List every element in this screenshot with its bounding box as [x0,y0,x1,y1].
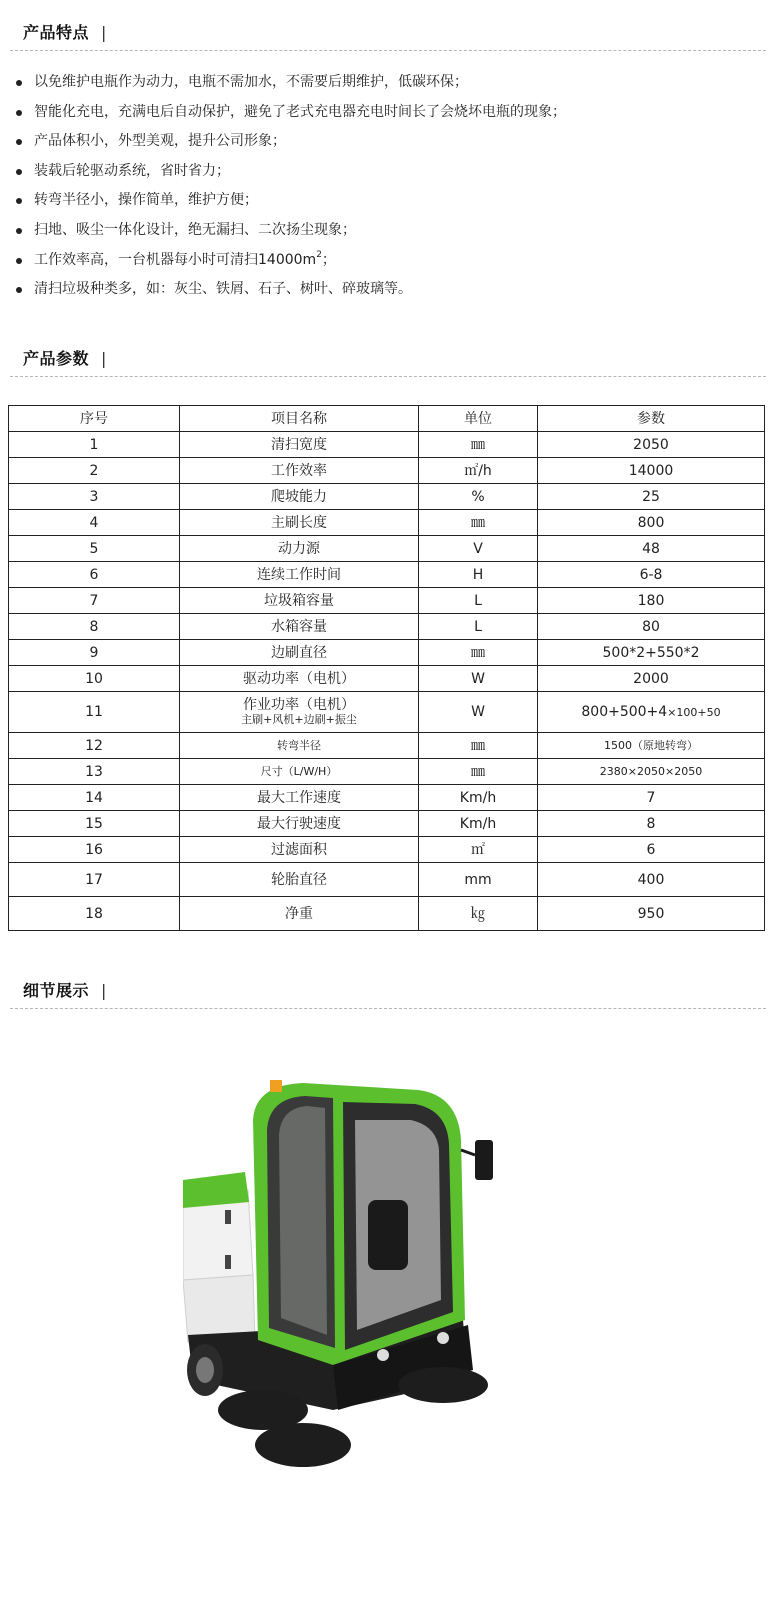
table-cell: 5 [9,536,180,562]
table-cell: 400 [538,863,765,897]
table-row [9,588,765,614]
table-cell: 800 [538,510,765,536]
section-header-details [10,975,766,1009]
feature-text: 清扫垃圾种类多，如：灰尘、铁屑、石子、树叶、碎玻璃等。 [34,281,412,298]
table-cell: 18 [9,897,180,931]
table-row [9,811,765,837]
table-cell: 12 [9,733,180,759]
table-cell: 7 [9,588,180,614]
table-header-row [9,406,765,432]
feature-text: 转弯半径小，操作简单，维护方便； [34,192,258,209]
table-cell: ㎜ [419,510,538,536]
title-divider: | [101,349,107,368]
table-cell: 13 [9,759,180,785]
cell-main-text: 800+500+4 [581,703,668,720]
table-cell: 过滤面积 [180,837,419,863]
table-row [9,536,765,562]
table-cell: 净重 [180,897,419,931]
table-cell: L [419,614,538,640]
table-cell: 10 [9,666,180,692]
table-row [9,640,765,666]
table-cell: ㎏ [419,897,538,931]
table-cell: 11 [9,692,180,733]
table-row [9,759,765,785]
table-cell: 8 [538,811,765,837]
table-cell: ㎡/h [419,458,538,484]
table-cell: ㎡ [419,837,538,863]
table-cell: 水箱容量 [180,614,419,640]
table-cell: 16 [9,837,180,863]
table-cell: 3 [9,484,180,510]
table-cell: 2380×2050×2050 [538,759,765,785]
table-cell: V [419,536,538,562]
list-item [12,127,566,157]
sweeper-vehicle-image [183,1080,503,1475]
table-cell: 6-8 [538,562,765,588]
table-cell: 动力源 [180,536,419,562]
table-cell: 4 [9,510,180,536]
table-cell: 80 [538,614,765,640]
feature-text-tail: ； [321,251,336,268]
bullet-icon [16,258,22,264]
table-cell: 2 [9,458,180,484]
list-item [12,275,566,305]
table-row [9,458,765,484]
table-row [9,432,765,458]
table-cell: 最大工作速度 [180,785,419,811]
feature-text: 以免维护电瓶作为动力，电瓶不需加水，不需要后期维护，低碳环保； [34,74,468,90]
feature-text: 产品体积小，外型美观，提升公司形象； [34,133,286,150]
table-cell: 2000 [538,666,765,692]
feature-list [12,68,566,305]
table-cell: 17 [9,863,180,897]
table-cell: 6 [538,837,765,863]
section-title-features: 产品特点 [23,23,90,42]
table-cell: W [419,666,538,692]
bullet-icon [16,139,22,145]
section-header-params [10,340,766,377]
column-header: 项目名称 [180,406,419,432]
title-divider: | [101,23,107,42]
table-row [9,484,765,510]
list-item [12,186,566,216]
table-row [9,562,765,588]
section-title-details: 细节展示 [23,981,90,1000]
cell-small-text: ×100+50 [667,705,721,719]
title-divider: | [101,981,107,1000]
column-header: 单位 [419,406,538,432]
table-cell: ㎜ [419,733,538,759]
table-cell: ㎜ [419,759,538,785]
table-cell [180,692,419,733]
table-row [9,733,765,759]
section-header-features [10,16,766,51]
table-row [9,897,765,931]
table-cell: 轮胎直径 [180,863,419,897]
table-cell: % [419,484,538,510]
column-header: 参数 [538,406,765,432]
table-row [9,785,765,811]
table-cell: 驱动功率（电机） [180,666,419,692]
table-cell: 转弯半径 [180,733,419,759]
table-cell: 爬坡能力 [180,484,419,510]
table-cell: 180 [538,588,765,614]
spec-table [8,405,765,931]
table-cell: H [419,562,538,588]
bullet-icon [16,287,22,293]
table-cell: 连续工作时间 [180,562,419,588]
table-row [9,614,765,640]
table-row [9,692,765,733]
table-row [9,837,765,863]
section-title-params: 产品参数 [23,349,90,368]
feature-text: 工作效率高，一台机器每小时可清扫14000m [34,251,317,268]
table-cell: 7 [538,785,765,811]
table-cell: 500*2+550*2 [538,640,765,666]
feature-text: 装载后轮驱动系统，省时省力； [34,162,230,179]
bullet-icon [16,169,22,175]
table-cell: 48 [538,536,765,562]
table-cell: 15 [9,811,180,837]
table-cell: 主刷长度 [180,510,419,536]
bullet-icon [16,198,22,204]
table-cell: ㎜ [419,432,538,458]
list-item [12,216,566,246]
table-cell: 9 [9,640,180,666]
table-cell: W [419,692,538,733]
table-cell: 14 [9,785,180,811]
table-row [9,666,765,692]
table-cell: 边刷直径 [180,640,419,666]
superscript: 2 [316,249,322,260]
table-cell [538,692,765,733]
cell-main-text: 作业功率（电机） [243,697,355,713]
bullet-icon [16,228,22,234]
table-cell: 清扫宽度 [180,432,419,458]
bullet-icon [16,110,22,116]
table-cell: 950 [538,897,765,931]
feature-text: 扫地、吸尘一体化设计，绝无漏扫、二次扬尘现象； [34,221,356,238]
table-cell: 1 [9,432,180,458]
table-cell: Km/h [419,785,538,811]
list-item [12,157,566,187]
table-cell: 8 [9,614,180,640]
table-cell: 工作效率 [180,458,419,484]
cell-sub-text: 主刷+风机+边刷+振尘 [241,713,357,726]
table-cell: ㎜ [419,640,538,666]
table-cell: mm [419,863,538,897]
table-cell: 6 [9,562,180,588]
table-cell: 尺寸（L/W/H） [180,759,419,785]
list-item [12,246,566,276]
column-header: 序号 [9,406,180,432]
list-item [12,98,566,128]
feature-text: 智能化充电，充满电后自动保护，避免了老式充电器充电时间长了会烧坏电瓶的现象； [34,103,566,120]
table-cell: 1500（原地转弯） [538,733,765,759]
table-cell: 2050 [538,432,765,458]
table-cell: L [419,588,538,614]
list-item [12,68,566,98]
table-cell: 最大行驶速度 [180,811,419,837]
table-cell: 14000 [538,458,765,484]
table-row [9,863,765,897]
table-row [9,510,765,536]
bullet-icon [16,80,22,86]
table-cell: 垃圾箱容量 [180,588,419,614]
table-cell: 25 [538,484,765,510]
table-cell: Km/h [419,811,538,837]
